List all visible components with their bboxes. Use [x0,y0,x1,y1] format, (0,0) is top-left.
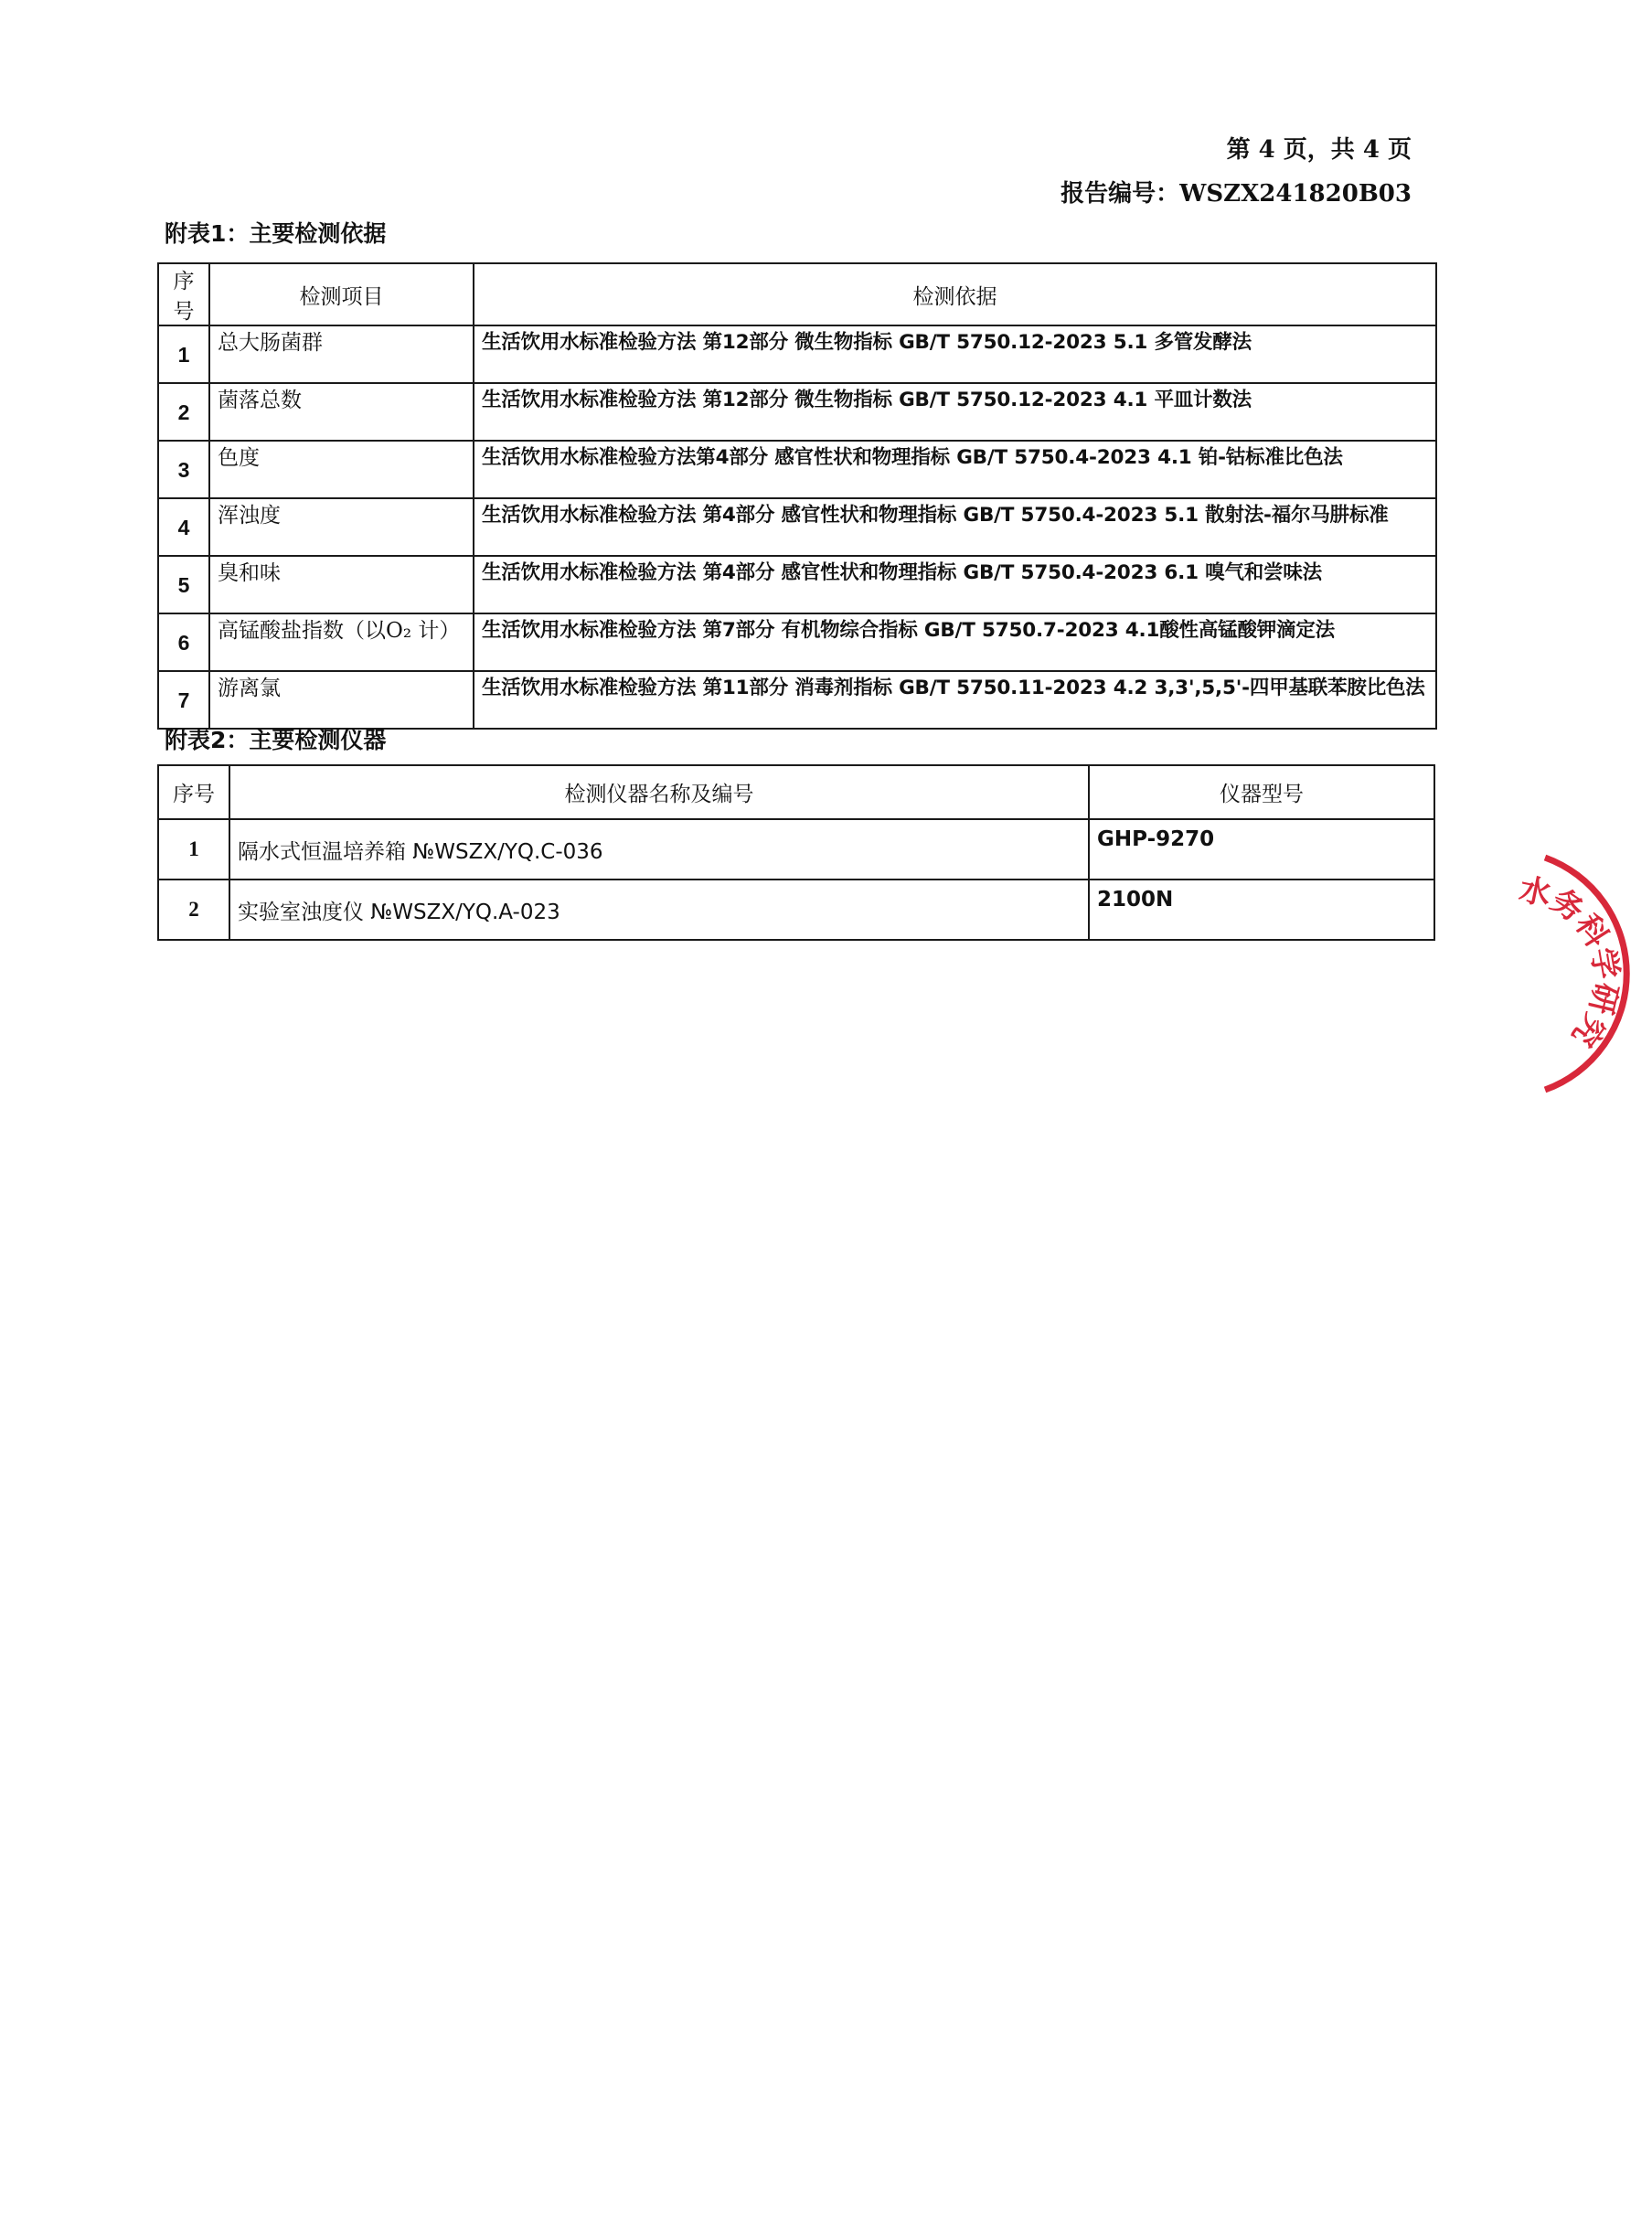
column-header: 检测依据 [474,263,1436,325]
row-basis: 生活饮用水标准检验方法 第12部分 微生物指标 GB/T 5750.12-2023 5.1 多管发酵法 [474,325,1436,383]
row-seq: 2 [158,383,209,441]
report-number: 报告编号：WSZX241820B03 [1060,180,1412,208]
table2-title: 附表2：主要检测仪器 [165,727,387,753]
row-basis: 生活饮用水标准检验方法 第4部分 感官性状和物理指标 GB/T 5750.4-2023 6.1 嗅气和尝味法 [474,556,1436,613]
row-seq: 5 [158,556,209,613]
seal-text: 水务科学研究 [1516,870,1625,1054]
table-row [158,325,1436,383]
row-seq: 7 [158,671,209,729]
table-row [158,383,1436,441]
row-seq: 1 [158,325,209,383]
row-item: 菌落总数 [209,383,474,441]
table-row [158,441,1436,498]
row-seq: 4 [158,498,209,556]
table1-title: 附表1：主要检测依据 [165,220,387,247]
row-item: 臭和味 [209,556,474,613]
table-row [158,498,1436,556]
column-header: 检测项目 [209,263,474,325]
table-row [158,671,1436,729]
column-header: 仪器型号 [1089,765,1434,819]
table-header-row [158,263,1436,325]
row-basis: 生活饮用水标准检验方法 第4部分 感官性状和物理指标 GB/T 5750.4-2023 5.1 散射法-福尔马肼标准 [474,498,1436,556]
row-seq: 6 [158,613,209,671]
row-item: 总大肠菌群 [209,325,474,383]
row-seq: 3 [158,441,209,498]
table-row [158,613,1436,671]
row-item: 高锰酸盐指数（以O₂ 计） [209,613,474,671]
row-item: 浑浊度 [209,498,474,556]
row-basis: 生活饮用水标准检验方法 第7部分 有机物综合指标 GB/T 5750.7-2023 4.1酸性高锰酸钾滴定法 [474,613,1436,671]
row-instrument-model: GHP-9270 [1089,819,1434,880]
column-header: 序号 [158,263,209,325]
column-header: 检测仪器名称及编号 [229,765,1089,819]
row-seq: 2 [158,880,229,940]
row-item: 游离氯 [209,671,474,729]
official-seal-icon [1408,850,1652,1097]
row-instrument-name: 隔水式恒温培养箱 №WSZX/YQ.C-036 [229,819,1089,880]
row-basis: 生活饮用水标准检验方法 第12部分 微生物指标 GB/T 5750.12-2023 4.1 平皿计数法 [474,383,1436,441]
table-header-row [158,765,1434,819]
row-seq: 1 [158,819,229,880]
table-row [158,819,1434,880]
table-row [158,556,1436,613]
row-basis: 生活饮用水标准检验方法 第11部分 消毒剂指标 GB/T 5750.11-2023 4.2 3,3',5,5'-四甲基联苯胺比色法 [474,671,1436,729]
instrument-table [157,764,1435,941]
table-row [158,880,1434,940]
column-header: 序号 [158,765,229,819]
row-basis: 生活饮用水标准检验方法第4部分 感官性状和物理指标 GB/T 5750.4-2023 4.1 铂-钴标准比色法 [474,441,1436,498]
page-number: 第 4 页，共 4 页 [1226,136,1412,164]
row-instrument-name: 实验室浊度仪 №WSZX/YQ.A-023 [229,880,1089,940]
row-item: 色度 [209,441,474,498]
page-header [1060,128,1412,216]
row-instrument-model: 2100N [1089,880,1434,940]
detection-basis-table [157,262,1437,730]
